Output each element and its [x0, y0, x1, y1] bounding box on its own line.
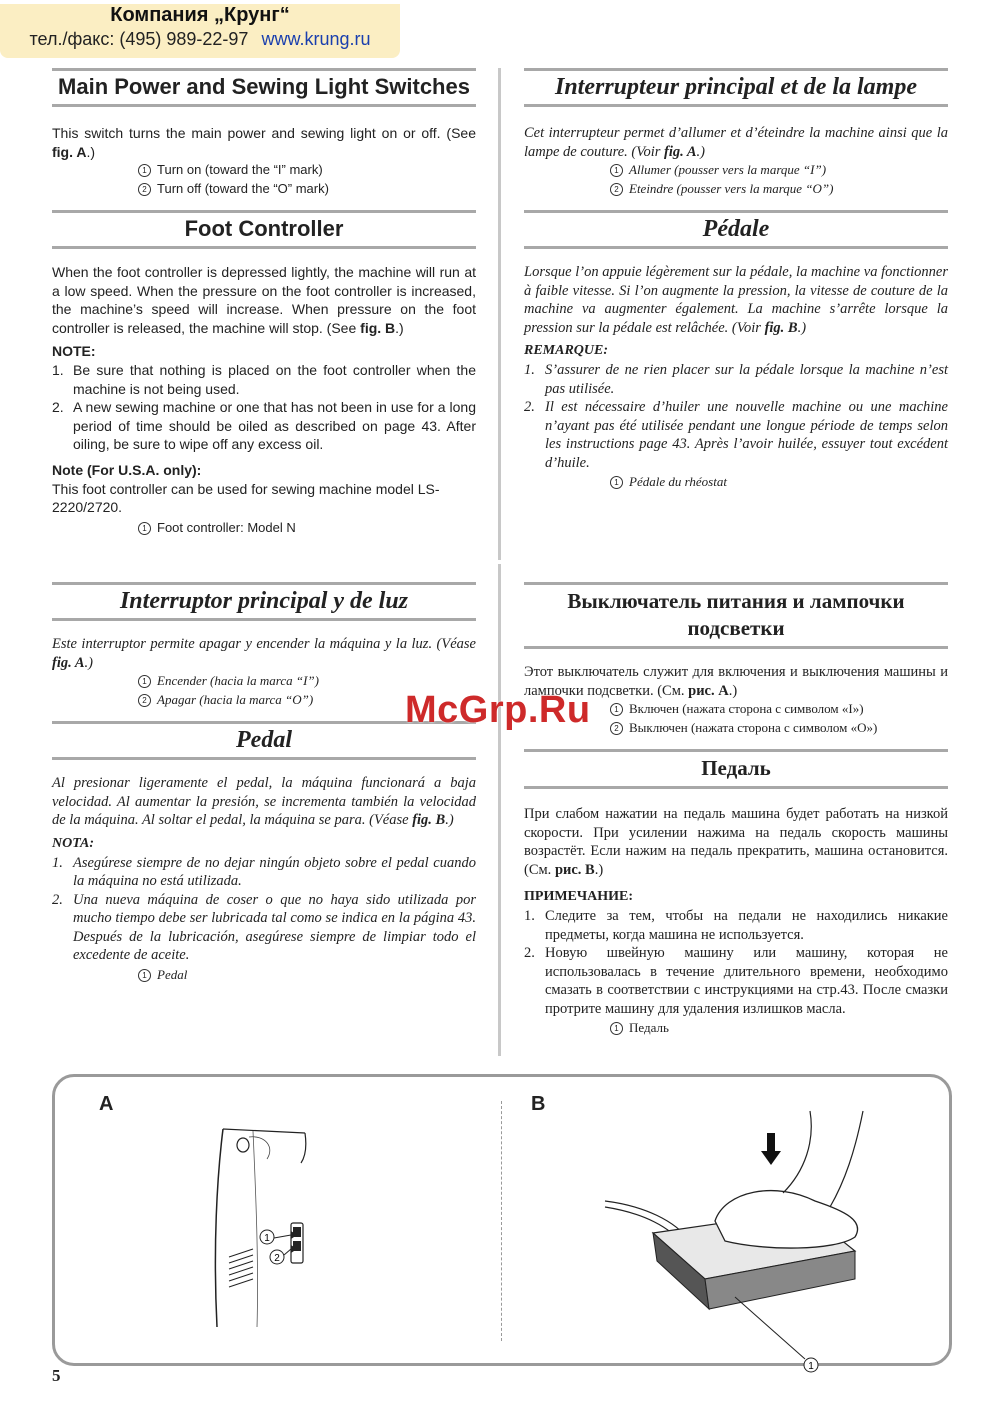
english-usa-text: This foot controller can be used for sewing machine model LS-2220/2720.: [52, 480, 440, 515]
russian-note-1: 1. Следите за тем, чтобы на педали не находились никакие предметы, когда машина не используется.: [524, 908, 948, 943]
spanish-foot-text: Al presionar ligeramente el pedal, la máquina funcionará a baja velocidad. Al aumentar la presión, se incrementa también la velocidad de la máquina. Al soltar el pedal, la máquina se para. (Véase fig. B.): [52, 775, 476, 828]
french-section: [524, 68, 948, 492]
english-note-2: 2. A new sewing machine or one that has not been in use for a long period of time should be oiled as described on page 43. After oiling, be sure to wipe off any excess oil.: [52, 399, 476, 452]
russian-foot-item: 1 Педаль: [610, 1019, 948, 1038]
english-foot-item: 1 Foot controller: Model N: [138, 519, 476, 538]
french-foot-title: Pédale: [524, 210, 948, 249]
company-banner: [0, 4, 400, 58]
english-usa-label: Note (For U.S.A. only):: [52, 461, 202, 478]
french-power-text: Cet interrupteur permet d’allumer et d’éteindre la machine ainsi que la lampe de couture. (Voir fig. A.): [524, 125, 948, 160]
figure-box: [52, 1074, 952, 1372]
english-note-label: NOTE:: [52, 343, 96, 359]
figure-divider: [501, 1101, 502, 1341]
sewing-machine-illustration: [195, 1117, 375, 1347]
english-power-text: This switch turns the main power and sewing light on or off. (See fig. A.): [52, 125, 476, 160]
company-contacts: [0, 29, 400, 50]
russian-power-text: Этот выключатель служит для включения и выключения машины и лампочки подсветки. (См. рис. A.): [524, 664, 948, 699]
russian-power-title: Выключатель питания и лампочки подсветки: [524, 582, 948, 649]
spanish-power-text: Este interruptor permite apagar y encender la máquina y la luz. (Véase fig. A.): [52, 636, 476, 671]
spanish-power-item-1: 1 Encender (hacia la marca “I”): [138, 672, 476, 691]
french-note-2: 2. Il est nécessaire d’huiler une nouvelle machine ou une machine n’ayant pas été utilisée pendant une longue période de temps selon les instructions page 43. Après l’avoir huilée, essuyer tout excédent d’huile.: [524, 399, 948, 471]
french-power-title: Interrupteur principal et de la lampe: [524, 68, 948, 107]
figure-a-label: A: [99, 1093, 114, 1115]
french-foot-text: Lorsque l’on appuie légèrement sur la pédale, la machine va fonctionner à faible vitesse. Si l’on augmente la pression, la vitesse de couture de la machine va augmenter également. La machine s’arrête lorsque la pression sur la pédale est relâchée. (Voir fig. B.): [524, 264, 948, 336]
russian-power-item-1: 1 Включен (нажата сторона с символом «I»): [610, 700, 948, 719]
french-note-1: 1. S’assurer de ne rien placer sur la pédale lorsque la machine n’est pas utilisée.: [524, 362, 948, 397]
page-number: 5: [52, 1366, 61, 1385]
russian-foot-text: При слабом нажатии на педаль машина будет работать на низкой скорости. При усилении нажима на педаль скорость машины возрастёт. Если нажим на педаль прекратить, машина остановится. (См. рис. B.): [524, 806, 948, 878]
switch-mark-1: 1: [264, 1233, 270, 1244]
column-divider-top: [498, 68, 501, 560]
english-notes: [52, 361, 476, 454]
russian-section: [524, 582, 948, 1038]
french-note-label: REMARQUE:: [524, 343, 609, 358]
company-url[interactable]: www.krung.ru: [261, 29, 371, 49]
watermark: McGrp.Ru: [405, 689, 591, 731]
switch-mark-2: 2: [274, 1253, 280, 1264]
spanish-notes: [52, 854, 476, 965]
french-power-item-1: 1 Allumer (pousser vers la marque “I”): [610, 161, 948, 180]
spanish-foot-item: 1 Pedal: [138, 966, 476, 985]
spanish-power-title: Interruptor principal y de luz: [52, 582, 476, 621]
english-section: [52, 68, 476, 537]
english-foot-title: Foot Controller: [52, 210, 476, 249]
column-divider-bottom: [498, 564, 501, 1056]
vent-grille: [229, 1249, 253, 1287]
english-note-1: 1. Be sure that nothing is placed on the foot controller when the machine is not being used.: [52, 362, 476, 397]
english-power-item-1: 1 Turn on (toward the “I” mark): [138, 161, 476, 180]
pedal-mark-1: 1: [808, 1361, 814, 1372]
figure-b-label: B: [531, 1093, 546, 1115]
english-power-title: Main Power and Sewing Light Switches: [52, 68, 476, 107]
spanish-note-2: 2. Una nueva máquina de coser o que no haya sido utilizada por mucho tiempo debe ser lubricada tal como se indica en la página 43. Después de la lubricación, asegúrese siempre de limpiar todo el excedente de aceite.: [52, 891, 476, 963]
french-notes: [524, 361, 948, 472]
spanish-section: [52, 582, 476, 984]
english-foot-text: When the foot controller is depressed lightly, the machine will run at a low speed. When the pressure on the foot controller is increased, the machine’s speed will increase. When pressure on the foot controller is released, the machine will stop. (See fig. B.): [52, 264, 476, 336]
spanish-note-1: 1. Asegúrese siempre de no dejar ningún objeto sobre el pedal cuando la máquina no está utilizada.: [52, 854, 476, 889]
french-foot-item: 1 Pédale du rhéostat: [610, 473, 948, 492]
french-power-item-2: 2 Eteindre (pousser vers la marque “O”): [610, 180, 948, 199]
russian-foot-title: Педаль: [524, 749, 948, 789]
russian-note-label: ПРИМЕЧАНИЕ:: [524, 889, 634, 904]
foot-controller-illustration: [605, 1111, 925, 1372]
russian-notes: [524, 907, 948, 1018]
russian-note-2: 2. Новую швейную машину или машину, которая не использовалась в течение длительного времени, необходимо смазать в соответствии с инструкциями на стр.43. После смазки протрите машину для удаления излишков масла.: [524, 945, 948, 1017]
company-name: Компания „Крунг“: [110, 4, 290, 26]
spanish-note-label: NOTA:: [52, 835, 94, 851]
spanish-foot-title: Pedal: [52, 721, 476, 760]
english-power-item-2: 2 Turn off (toward the “O” mark): [138, 180, 476, 199]
company-phone: тел./факс: (495) 989-22-97: [29, 29, 249, 49]
spanish-power-item-2: 2 Apagar (hacia la marca “O”): [138, 691, 476, 710]
russian-power-item-2: 2 Выключен (нажата сторона с символом «O»): [610, 719, 948, 738]
